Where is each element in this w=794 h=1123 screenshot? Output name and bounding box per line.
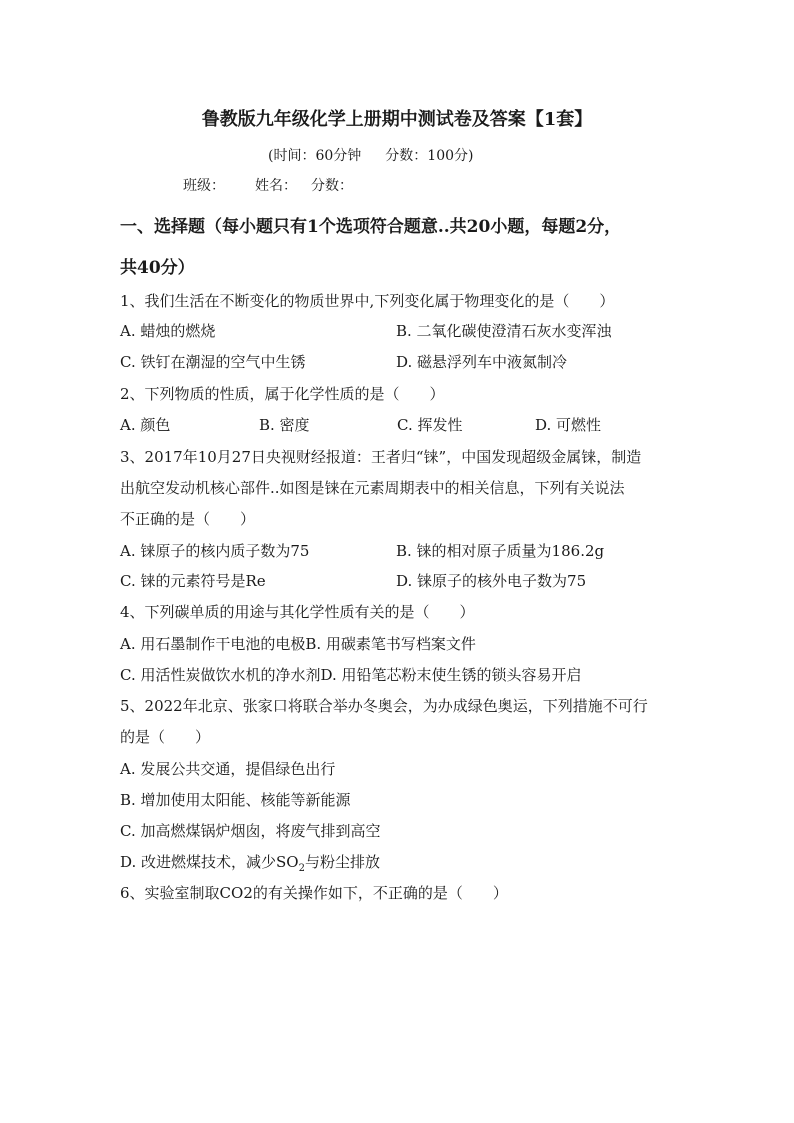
question-3-option-c: C. 铼的元素符号是Re (120, 572, 266, 590)
class-label: 班级： (183, 178, 225, 194)
question-5-option-a: A. 发展公共交通，提倡绿色出行 (120, 760, 336, 778)
question-3-stem-line2: 出航空发动机核心部件..如图是铼在元素周期表中的相关信息，下列有关说法 (120, 479, 625, 497)
student-info (183, 175, 353, 195)
time-label: (时间：60分钟 (268, 148, 362, 164)
exam-title: 鲁教版九年级化学上册期中测试卷及答案【1套】 (201, 109, 593, 130)
section-heading-line1: 一、选择题（每小题只有1个选项符合题意..共20小题，每题2分， (120, 217, 622, 237)
question-3-stem-line3: 不正确的是（ ） (120, 510, 256, 528)
score-label: 分数：100分) (385, 148, 474, 164)
subscript-2: 2 (298, 863, 305, 874)
question-6-stem: 6、实验室制取CO2的有关操作如下，不正确的是（ ） (120, 884, 508, 902)
question-5-option-d-suffix: 与粉尘排放 (304, 853, 380, 871)
question-1-option-a: A. 蜡烛的燃烧 (120, 322, 216, 340)
question-5-stem-line2: 的是（ ） (120, 728, 211, 746)
question-4-options-line1: A. 用石墨制作干电池的电极B. 用碳素笔书写档案文件 (120, 635, 476, 653)
question-5-option-d-prefix: D. 改进燃煤技术，减少SO (120, 853, 299, 871)
question-3-stem-line1: 3、2017年10月27日央视财经报道：王者归“铼”，中国发现超级金属铼，制造 (120, 448, 642, 466)
question-4-stem: 4、下列碳单质的用途与其化学性质有关的是（ ） (120, 603, 475, 621)
question-3-option-b: B. 铼的相对原子质量为186.2g (396, 542, 605, 560)
question-2-option-b: B. 密度 (259, 416, 310, 434)
question-3-option-d: D. 铼原子的核外电子数为75 (396, 572, 587, 590)
question-5-option-b: B. 增加使用太阳能、核能等新能源 (120, 791, 351, 809)
question-2-option-a: A. 颜色 (120, 416, 171, 434)
question-1-option-d: D. 磁悬浮列车中液氮制冷 (396, 353, 568, 371)
question-1-option-c: C. 铁钉在潮湿的空气中生锈 (120, 353, 306, 371)
question-2-option-c: C. 挥发性 (397, 416, 463, 434)
exam-meta (268, 145, 473, 165)
question-1-stem: 1、我们生活在不断变化的物质世界中,下列变化属于物理变化的是（ ） (120, 292, 615, 310)
question-2-stem: 2、下列物质的性质，属于化学性质的是（ ） (120, 385, 445, 403)
question-2-option-d: D. 可燃性 (535, 416, 602, 434)
question-4-options-line2: C. 用活性炭做饮水机的净水剂D. 用铅笔芯粉末使生锈的锁头容易开启 (120, 666, 582, 684)
question-3-option-a: A. 铼原子的核内质子数为75 (120, 542, 310, 560)
question-1-option-b: B. 二氧化碳使澄清石灰水变浑浊 (396, 322, 612, 340)
name-label: 姓名： (255, 178, 297, 194)
question-5-stem-line1: 5、2022年北京、张家口将联合举办冬奥会，为办成绿色奥运，下列措施不可行 (120, 697, 648, 715)
question-5-option-c: C. 加高燃煤锅炉烟囱，将废气排到高空 (120, 822, 381, 840)
grade-label: 分数： (311, 178, 353, 194)
question-5-option-d (120, 851, 380, 874)
section-heading-line2: 共40分） (120, 258, 195, 278)
